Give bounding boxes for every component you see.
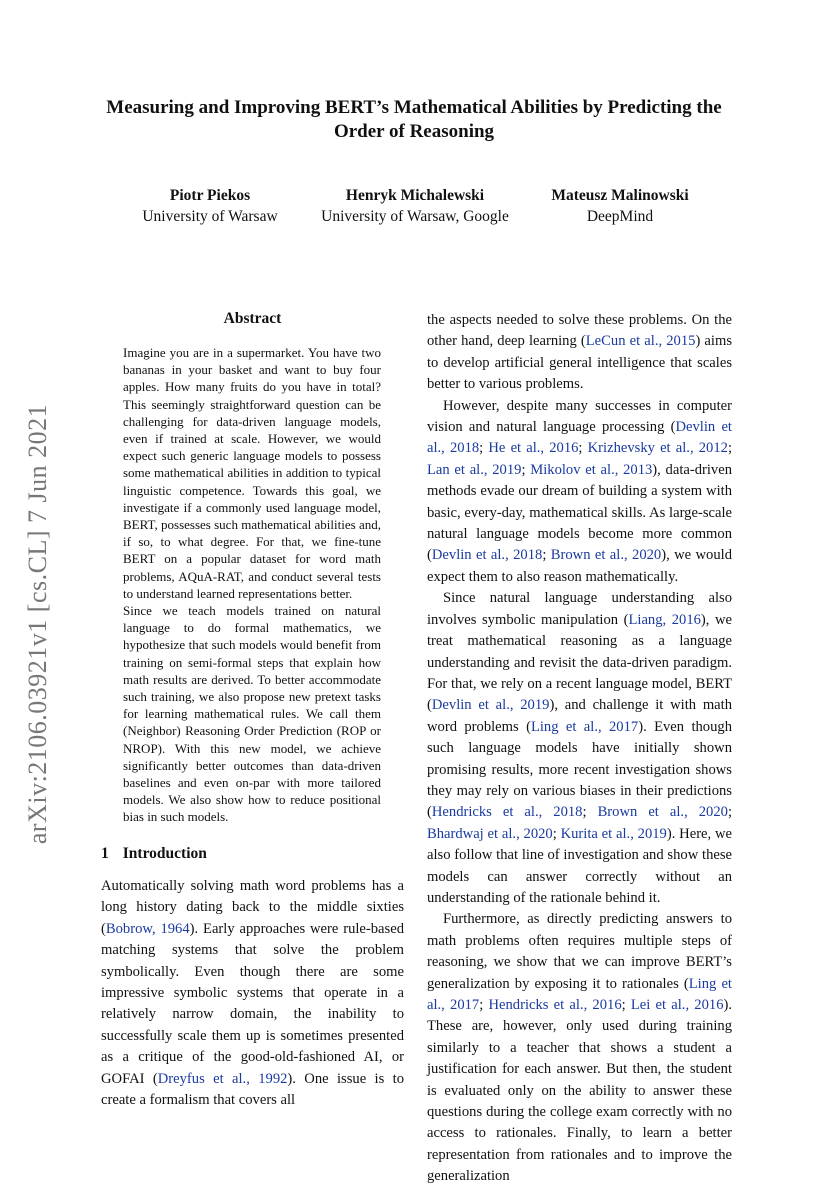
body-text: ; <box>542 547 551 564</box>
body-text: ; <box>727 804 732 821</box>
body-text: the aspects needed to solve these problems. On the other hand, deep learning ( <box>427 312 732 350</box>
citation-link[interactable]: Liang, 2016 <box>628 611 701 628</box>
citation-link[interactable]: Brown et al., 2020 <box>597 804 728 821</box>
section-heading <box>101 845 207 863</box>
body-text: ). One issue is to create a formalism that covers all <box>101 1070 404 1109</box>
paper-title: Measuring and Improving BERT’s Mathematical Abilities by Predicting the Order of Reasoning <box>106 97 722 142</box>
citation-link[interactable]: Devlin et al., 2018 <box>427 419 732 457</box>
abstract-heading: Abstract <box>223 310 282 327</box>
body-text: ; <box>621 997 631 1013</box>
body-text: ; <box>479 440 489 457</box>
author-name: Henryk Michalewski <box>345 187 485 204</box>
citation-link[interactable]: Mikolov et al., 2013 <box>530 461 653 478</box>
author-affiliation: DeepMind <box>586 208 654 225</box>
body-text: ), we would expect them to also reason mathematically. <box>427 547 733 585</box>
author-affiliation: University of Warsaw <box>142 208 278 225</box>
body-text: ), and challenge it with math word problems ( <box>427 697 733 735</box>
author-name: Mateusz Malinowski <box>551 187 689 204</box>
body-text: ; <box>521 461 531 478</box>
arxiv-sidebar <box>8 378 68 870</box>
abstract-paragraph: Imagine you are in a supermarket. You have two bananas in your basket and want to buy four apples. How many fruits do you have in total? This seemingly straightforward question can be challenging for data-driven language models, even if trained at scale. However, we would expect such generic language models to possess some mathematical abilities in addition to typical linguistic competence. Towards this goal, we investigate if a commonly used language model, BERT, possesses such mathematical abilities and, if so, to what degree. For that, we fine-tune BERT on a popular dataset for word math problems, AQuA-RAT, and conduct several tests to understand learned representations better. <box>123 345 381 601</box>
body-text: However, despite many successes in computer vision and natural language processing ( <box>427 397 732 436</box>
author-3 <box>530 185 710 227</box>
paragraph <box>427 310 732 396</box>
body-text: ), we treat mathematical reasoning as a language understanding and revisit the data-driven paradigm. For that, we rely on a recent language model, BERT ( <box>427 611 732 714</box>
body-text: ; <box>578 440 588 457</box>
author-affiliation: University of Warsaw, Google <box>321 208 509 225</box>
paragraph <box>101 876 404 1111</box>
citation-link[interactable]: Lan et al., 2019 <box>427 461 522 478</box>
paragraph <box>427 396 732 589</box>
body-text: ; <box>727 440 732 457</box>
author-1 <box>120 185 300 227</box>
body-text: Automatically solving math word problems has a long history dating back to the middle sixties ( <box>101 878 404 937</box>
body-text: ; <box>552 825 561 842</box>
author-name: Piotr Piekos <box>169 187 251 204</box>
citation-link[interactable]: Ling et al., 2017 <box>427 975 732 1013</box>
citation-link[interactable]: Devlin et al., 2019 <box>431 697 550 714</box>
arxiv-identifier: arXiv:2106.03921v1 [cs.CL] 7 Jun 2021 <box>23 403 52 845</box>
section-number: 1 <box>101 845 109 862</box>
body-text: ). Early approaches were rule-based matching systems that solve the problem symbolically. Even though there are some impressive symbolic systems that operate in a relatively narrow domain, the inability to successfully scale them up is sometimes presented as a critique of the good-old-fashioned AI, or GOFAI ( <box>101 920 404 1087</box>
body-text: Since natural language understanding also involves symbolic manipulation ( <box>427 590 732 628</box>
body-text: ). Even though such language models have initially shown promising results, more recent investigation shows they may rely on various biases in their predictions ( <box>427 718 732 821</box>
citation-link[interactable]: Lei et al., 2016 <box>630 997 724 1013</box>
author-2 <box>300 185 530 227</box>
citation-link[interactable]: Dreyfus et al., 1992 <box>157 1070 288 1087</box>
left-column-body <box>101 876 404 1111</box>
citation-link[interactable]: Devlin et al., 2018 <box>431 547 543 564</box>
body-text: ; <box>479 997 489 1013</box>
citation-link[interactable]: Bobrow, 1964 <box>105 920 190 937</box>
citation-link[interactable]: Ling et al., 2017 <box>530 718 639 735</box>
abstract-paragraph: Since we teach models trained on natural language to do formal mathematics, we hypothesize that such models would benefit from training on semi-formal steps that explain how math results are derived. To better accommodate such training, we also propose new pretext tasks for learning mathematical rules. We call them (Neighbor) Reasoning Order Prediction (ROP or NROP). With this new model, we achieve significantly better outcomes than data-driven baselines and even on-par with more tailored models. We also show how to reduce positional bias in such models. <box>123 603 381 825</box>
body-text: Furthermore, as directly predicting answers to math problems often requires multiple steps of reasoning, we show that we can improve BERT’s generalization by exposing it to rationales ( <box>427 911 732 992</box>
citation-link[interactable]: Hendricks et al., 2018 <box>431 804 583 821</box>
abstract-body <box>123 344 381 826</box>
paragraph <box>427 588 732 909</box>
citation-link[interactable]: LeCun et al., 2015 <box>585 333 696 350</box>
citation-link[interactable]: Kurita et al., 2019 <box>560 825 667 842</box>
body-text: ). These are, however, only used during training similarly to a teacher that shows a student a justification for each answer. But then, the student is evaluated only on the ability to answer these questions during the college exam correctly with no access to rationales. Finally, to learn a better representation from rationales and to improve the generalization <box>427 997 733 1185</box>
paragraph <box>427 909 732 1187</box>
citation-link[interactable]: Bhardwaj et al., 2020 <box>427 825 553 842</box>
citation-link[interactable]: He et al., 2016 <box>488 440 579 457</box>
citation-link[interactable]: Brown et al., 2020 <box>550 547 662 564</box>
body-text: ; <box>582 804 598 821</box>
right-column-body <box>427 310 732 1188</box>
citation-link[interactable]: Krizhevsky et al., 2012 <box>587 440 728 457</box>
body-text: ) aims to develop artificial general intelligence that scales better to various problems. <box>427 333 732 393</box>
citation-link[interactable]: Hendricks et al., 2016 <box>488 997 622 1013</box>
body-text: ). Here, we also follow that line of investigation and show these models can answer correctly without an understanding of the rationale behind it. <box>427 825 733 906</box>
section-title: Introduction <box>122 845 207 862</box>
body-text: ), data-driven methods evade our dream of building a system with basic, every-day, mathematical skills. As large-scale natural language models become more common ( <box>427 461 732 564</box>
